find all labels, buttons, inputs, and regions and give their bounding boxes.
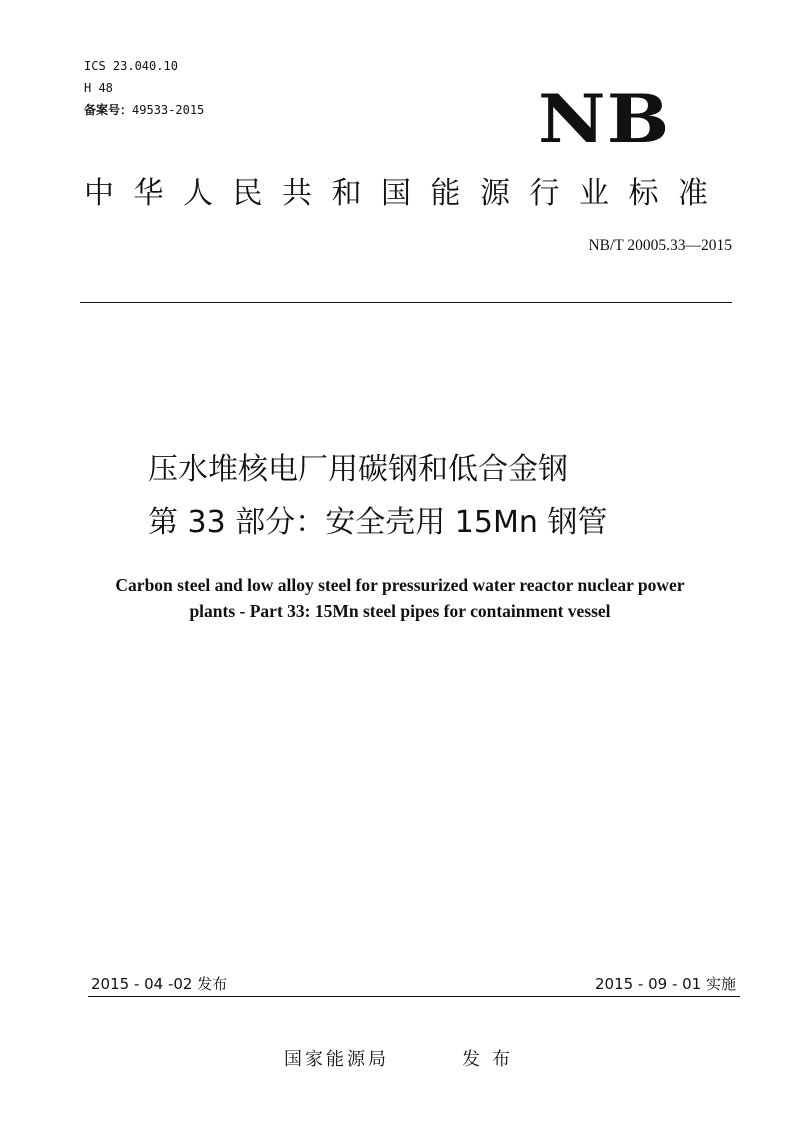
publisher-name: 国家能源局 xyxy=(284,1049,389,1070)
bottom-divider xyxy=(88,996,740,997)
record-number-value: 49533-2015 xyxy=(132,103,205,117)
chinese-title-line-1: 压水堆核电厂用碳钢和低合金钢 xyxy=(148,452,568,487)
classification-code: H 48 xyxy=(84,81,113,95)
record-number-line xyxy=(84,103,204,117)
top-divider xyxy=(80,302,732,303)
record-number-label: 备案号： xyxy=(84,103,133,117)
english-title-line-2: plants - Part 33: 15Mn steel pipes for containment vessel xyxy=(189,601,611,621)
publish-label: 发布 xyxy=(462,1049,522,1070)
nb-logo: NB xyxy=(538,80,671,158)
english-title-line-1: Carbon steel and low alloy steel for pressurized water reactor nuclear power xyxy=(115,575,685,595)
standard-code: NB/T 20005.33—2015 xyxy=(588,237,732,254)
ics-code: ICS 23.040.10 xyxy=(84,59,178,73)
issue-date: 2015 - 04 -02 发布 xyxy=(91,975,228,993)
standard-category-title: 中华人民共和国能源行业标准 xyxy=(84,176,728,211)
implementation-date: 2015 - 09 - 01 实施 xyxy=(594,975,736,993)
chinese-title-line-2: 第 33 部分：安全壳用 15Mn 钢管 xyxy=(148,505,608,540)
